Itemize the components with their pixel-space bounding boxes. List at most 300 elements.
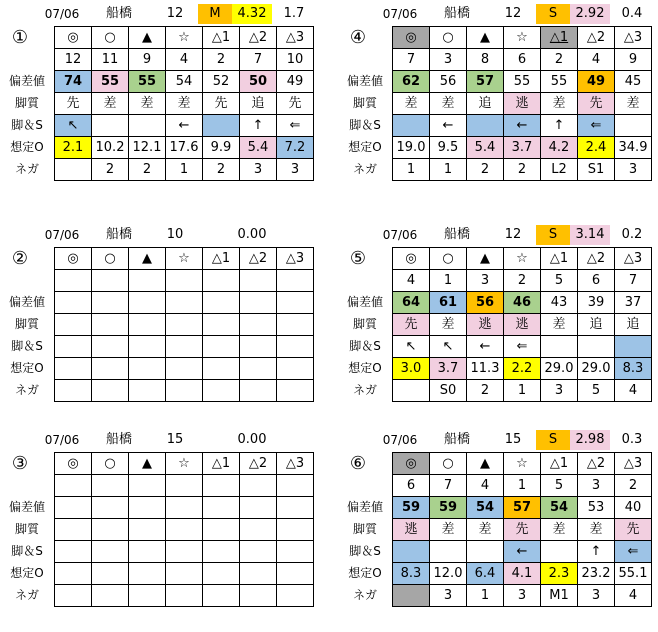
- table-cell: [240, 475, 277, 497]
- race-extra-value: 0.4: [621, 6, 643, 21]
- table-cell: △2: [240, 248, 277, 270]
- race-number: 15: [166, 432, 184, 447]
- table-cell: 4.1: [504, 563, 541, 585]
- table-cell: L2: [541, 159, 578, 181]
- race-table: [392, 452, 652, 607]
- table-row: [55, 336, 314, 358]
- table-cell: △3: [277, 453, 314, 475]
- race-score: 0.00: [237, 432, 267, 447]
- table-row: [393, 453, 652, 475]
- table-cell: 差: [430, 93, 467, 115]
- row-label: 偏差値: [8, 500, 45, 514]
- table-cell: 先: [504, 519, 541, 541]
- row-label: 偏差値: [8, 74, 45, 88]
- race-header: [338, 225, 658, 245]
- race-grade: [198, 430, 232, 450]
- table-cell: ☆: [166, 248, 203, 270]
- table-cell: [277, 358, 314, 380]
- table-row: [55, 380, 314, 402]
- table-cell: 12: [55, 49, 92, 71]
- race-table: [392, 26, 652, 181]
- race-block-2: [0, 225, 320, 425]
- table-cell: ⇐: [615, 541, 652, 563]
- race-venue: 船橋: [105, 432, 132, 447]
- table-cell: 52: [203, 71, 240, 93]
- table-cell: 8.3: [393, 563, 430, 585]
- table-cell: [55, 336, 92, 358]
- table-cell: 7: [430, 475, 467, 497]
- race-date: 07/06: [44, 228, 80, 242]
- race-extra-value: 0.3: [621, 432, 643, 447]
- table-cell: 3: [578, 475, 615, 497]
- table-row: [393, 563, 652, 585]
- table-row: [55, 358, 314, 380]
- table-row: [55, 270, 314, 292]
- race-index-mark: ②: [11, 248, 29, 269]
- table-cell: 3.7: [430, 358, 467, 380]
- table-cell: [277, 475, 314, 497]
- row-label: 脚質: [14, 522, 39, 536]
- table-cell: [55, 270, 92, 292]
- race-date: 07/06: [382, 228, 418, 242]
- table-cell: ←: [504, 115, 541, 137]
- table-cell: 5.4: [467, 137, 504, 159]
- table-cell: 4: [166, 49, 203, 71]
- table-cell: 追: [578, 314, 615, 336]
- table-cell: 7.2: [277, 137, 314, 159]
- table-cell: ←: [166, 115, 203, 137]
- table-cell: 56: [467, 292, 504, 314]
- race-extra-value: [274, 225, 314, 245]
- table-cell: 追: [615, 314, 652, 336]
- row-label: ネガ: [14, 383, 39, 397]
- table-cell: [203, 314, 240, 336]
- table-cell: [92, 292, 129, 314]
- race-score: 3.14: [570, 225, 610, 245]
- table-cell: 56: [430, 71, 467, 93]
- table-row: [55, 27, 314, 49]
- table-cell: 差: [430, 314, 467, 336]
- table-cell: 7: [240, 49, 277, 71]
- table-cell: 4.2: [541, 137, 578, 159]
- table-cell: 9.9: [203, 137, 240, 159]
- table-cell: ↖: [55, 115, 92, 137]
- table-row: [55, 93, 314, 115]
- table-cell: [129, 336, 166, 358]
- race-venue: 船橋: [443, 227, 470, 242]
- table-row: [393, 519, 652, 541]
- table-cell: [203, 497, 240, 519]
- table-cell: [277, 497, 314, 519]
- table-cell: △1: [203, 27, 240, 49]
- table-cell: [92, 585, 129, 607]
- table-row: [55, 497, 314, 519]
- race-index-mark: ⑥: [349, 453, 367, 474]
- table-cell: [129, 519, 166, 541]
- table-cell: ←: [430, 115, 467, 137]
- table-cell: [240, 358, 277, 380]
- table-row: [393, 137, 652, 159]
- table-cell: 39: [578, 292, 615, 314]
- table-cell: [129, 358, 166, 380]
- table-row: [393, 270, 652, 292]
- table-cell: [166, 358, 203, 380]
- row-label: ネガ: [14, 162, 39, 176]
- table-row: [55, 541, 314, 563]
- table-cell: [92, 563, 129, 585]
- table-cell: △3: [615, 248, 652, 270]
- table-cell: [277, 270, 314, 292]
- table-cell: [129, 270, 166, 292]
- table-cell: 2: [203, 159, 240, 181]
- table-cell: 17.6: [166, 137, 203, 159]
- table-cell: [277, 585, 314, 607]
- table-cell: 55.1: [615, 563, 652, 585]
- table-cell: [277, 314, 314, 336]
- table-cell: ↑: [541, 115, 578, 137]
- table-cell: 5.4: [240, 137, 277, 159]
- table-cell: 3: [240, 159, 277, 181]
- table-cell: 2: [467, 159, 504, 181]
- table-cell: [467, 115, 504, 137]
- table-cell: [129, 563, 166, 585]
- table-cell: [240, 585, 277, 607]
- table-row: [393, 248, 652, 270]
- table-row: [55, 49, 314, 71]
- table-cell: ○: [430, 27, 467, 49]
- table-cell: 4: [393, 270, 430, 292]
- table-cell: [203, 115, 240, 137]
- table-cell: [92, 380, 129, 402]
- table-cell: ▲: [129, 453, 166, 475]
- table-row: [55, 292, 314, 314]
- table-cell: [92, 541, 129, 563]
- table-cell: 5: [541, 475, 578, 497]
- table-cell: 3: [467, 270, 504, 292]
- table-cell: 追: [467, 93, 504, 115]
- row-label: 脚＆S: [11, 118, 43, 132]
- table-cell: 49: [578, 71, 615, 93]
- table-cell: ○: [92, 453, 129, 475]
- table-cell: ☆: [504, 27, 541, 49]
- table-cell: [129, 314, 166, 336]
- table-cell: [203, 358, 240, 380]
- table-cell: 逃: [467, 314, 504, 336]
- table-cell: [578, 336, 615, 358]
- table-cell: 差: [615, 93, 652, 115]
- race-number: 15: [504, 432, 522, 447]
- race-score: 0.00: [237, 227, 267, 242]
- table-cell: [393, 585, 430, 607]
- table-cell: 差: [541, 93, 578, 115]
- table-cell: [55, 497, 92, 519]
- table-row: [393, 380, 652, 402]
- table-cell: △3: [615, 27, 652, 49]
- table-cell: [393, 541, 430, 563]
- table-cell: 6.4: [467, 563, 504, 585]
- table-cell: [166, 270, 203, 292]
- table-cell: [92, 336, 129, 358]
- table-cell: ▲: [129, 248, 166, 270]
- race-index-mark: ④: [349, 27, 367, 48]
- table-cell: ▲: [129, 27, 166, 49]
- table-cell: [166, 475, 203, 497]
- table-cell: 9: [615, 49, 652, 71]
- table-cell: [55, 585, 92, 607]
- table-cell: [240, 270, 277, 292]
- table-row: [393, 27, 652, 49]
- table-cell: 54: [166, 71, 203, 93]
- table-cell: [129, 475, 166, 497]
- table-cell: [166, 541, 203, 563]
- table-cell: 12.0: [430, 563, 467, 585]
- table-cell: ⇐: [578, 115, 615, 137]
- table-cell: M1: [541, 585, 578, 607]
- table-cell: 2.3: [541, 563, 578, 585]
- row-label: 脚質: [14, 96, 39, 110]
- table-cell: [129, 497, 166, 519]
- table-cell: 49: [277, 71, 314, 93]
- table-cell: 差: [166, 93, 203, 115]
- table-row: [393, 541, 652, 563]
- table-cell: 59: [430, 497, 467, 519]
- table-cell: 2: [203, 49, 240, 71]
- row-label: 偏差値: [346, 295, 383, 309]
- table-cell: [166, 519, 203, 541]
- table-cell: ◎: [393, 453, 430, 475]
- row-label: ネガ: [14, 588, 39, 602]
- table-cell: △2: [578, 453, 615, 475]
- table-row: [393, 336, 652, 358]
- race-table: [392, 247, 652, 402]
- table-cell: [129, 541, 166, 563]
- table-cell: [277, 563, 314, 585]
- table-cell: 逃: [393, 519, 430, 541]
- row-label: 脚質: [14, 317, 39, 331]
- table-cell: 2: [504, 270, 541, 292]
- table-cell: 55: [504, 71, 541, 93]
- table-cell: [203, 541, 240, 563]
- race-block-4: [338, 4, 658, 204]
- table-cell: 差: [393, 93, 430, 115]
- race-header: [0, 225, 320, 245]
- table-cell: 61: [430, 292, 467, 314]
- row-label: 想定O: [348, 140, 382, 154]
- table-cell: [203, 563, 240, 585]
- table-cell: [166, 336, 203, 358]
- table-cell: 1: [430, 270, 467, 292]
- table-cell: ↑: [578, 541, 615, 563]
- table-cell: 5: [541, 270, 578, 292]
- table-cell: ◎: [55, 453, 92, 475]
- race-index-mark: ①: [11, 27, 29, 48]
- table-cell: 差: [467, 519, 504, 541]
- table-cell: 6: [504, 49, 541, 71]
- table-row: [55, 159, 314, 181]
- row-label: ネガ: [352, 383, 377, 397]
- table-cell: 3: [615, 159, 652, 181]
- table-cell: 2: [504, 159, 541, 181]
- table-cell: ↖: [430, 336, 467, 358]
- table-cell: [203, 292, 240, 314]
- table-cell: ↑: [240, 115, 277, 137]
- table-cell: ○: [92, 27, 129, 49]
- table-cell: [240, 380, 277, 402]
- table-cell: 54: [467, 497, 504, 519]
- table-cell: [55, 563, 92, 585]
- table-cell: △1: [203, 248, 240, 270]
- table-row: [393, 93, 652, 115]
- table-row: [393, 585, 652, 607]
- table-cell: [55, 380, 92, 402]
- table-cell: [541, 336, 578, 358]
- table-cell: 74: [55, 71, 92, 93]
- table-cell: [203, 585, 240, 607]
- table-cell: [467, 541, 504, 563]
- table-cell: ⇐: [504, 336, 541, 358]
- table-cell: 11: [92, 49, 129, 71]
- table-cell: 6: [393, 475, 430, 497]
- table-cell: [55, 358, 92, 380]
- table-row: [55, 585, 314, 607]
- table-cell: [203, 475, 240, 497]
- race-header: [0, 430, 320, 450]
- table-cell: 4: [578, 49, 615, 71]
- table-cell: [240, 292, 277, 314]
- table-cell: 43: [541, 292, 578, 314]
- table-row: [393, 49, 652, 71]
- table-cell: [55, 314, 92, 336]
- table-cell: ☆: [504, 453, 541, 475]
- table-cell: △1: [541, 248, 578, 270]
- table-row: [393, 475, 652, 497]
- race-index-mark: ⑤: [349, 248, 367, 269]
- table-cell: ◎: [55, 27, 92, 49]
- table-cell: 3: [430, 585, 467, 607]
- table-cell: 45: [615, 71, 652, 93]
- table-cell: 2.4: [578, 137, 615, 159]
- table-cell: 差: [92, 93, 129, 115]
- table-cell: 3: [430, 49, 467, 71]
- table-cell: 7: [393, 49, 430, 71]
- table-cell: [92, 497, 129, 519]
- table-cell: 2: [615, 475, 652, 497]
- table-cell: 1: [504, 380, 541, 402]
- row-label: 脚質: [352, 317, 377, 331]
- table-cell: 先: [55, 93, 92, 115]
- table-cell: [277, 336, 314, 358]
- table-cell: [240, 563, 277, 585]
- table-cell: 1: [166, 159, 203, 181]
- table-cell: 29.0: [578, 358, 615, 380]
- table-cell: [203, 380, 240, 402]
- table-cell: [129, 115, 166, 137]
- table-cell: 3.7: [504, 137, 541, 159]
- table-cell: [92, 519, 129, 541]
- row-label: ネガ: [352, 588, 377, 602]
- row-label: 脚質: [352, 522, 377, 536]
- table-cell: 55: [129, 71, 166, 93]
- table-cell: 50: [240, 71, 277, 93]
- row-label: 脚＆S: [11, 339, 43, 353]
- race-table: [54, 452, 314, 607]
- table-cell: [129, 292, 166, 314]
- race-extra-value: 1.7: [283, 6, 305, 21]
- table-cell: 差: [541, 314, 578, 336]
- race-grade: S: [536, 430, 570, 450]
- race-block-3: [0, 430, 320, 630]
- table-row: [393, 497, 652, 519]
- table-cell: 11.3: [467, 358, 504, 380]
- race-venue: 船橋: [443, 6, 470, 21]
- table-cell: 10.2: [92, 137, 129, 159]
- race-block-5: [338, 225, 658, 425]
- table-cell: 1: [430, 159, 467, 181]
- row-label: 想定O: [10, 566, 44, 580]
- race-number: 12: [504, 6, 522, 21]
- table-cell: 1: [393, 159, 430, 181]
- table-cell: [166, 292, 203, 314]
- race-venue: 船橋: [443, 432, 470, 447]
- table-cell: [55, 475, 92, 497]
- table-cell: ←: [504, 541, 541, 563]
- table-cell: △1: [203, 453, 240, 475]
- table-cell: 9: [129, 49, 166, 71]
- table-cell: [615, 115, 652, 137]
- table-cell: 先: [277, 93, 314, 115]
- table-cell: 4: [615, 380, 652, 402]
- row-label: 脚＆S: [11, 544, 43, 558]
- race-grade: [198, 225, 232, 245]
- table-cell: 1: [467, 585, 504, 607]
- table-row: [393, 159, 652, 181]
- table-row: [393, 292, 652, 314]
- table-cell: [240, 519, 277, 541]
- table-cell: [203, 336, 240, 358]
- table-cell: 7: [615, 270, 652, 292]
- table-cell: △3: [615, 453, 652, 475]
- race-index-mark: ③: [11, 453, 29, 474]
- table-cell: ○: [430, 453, 467, 475]
- table-cell: [55, 541, 92, 563]
- race-score: 2.92: [570, 4, 610, 24]
- table-cell: 64: [393, 292, 430, 314]
- table-cell: ◎: [55, 248, 92, 270]
- race-block-1: [0, 4, 320, 204]
- table-cell: 差: [541, 519, 578, 541]
- table-cell: [92, 358, 129, 380]
- table-row: [55, 137, 314, 159]
- table-cell: ⇐: [277, 115, 314, 137]
- table-cell: 4: [467, 475, 504, 497]
- table-cell: ←: [467, 336, 504, 358]
- table-cell: 9.5: [430, 137, 467, 159]
- table-cell: [166, 585, 203, 607]
- row-label: 想定O: [348, 566, 382, 580]
- row-label: 脚＆S: [349, 339, 381, 353]
- table-cell: 差: [430, 519, 467, 541]
- row-label: 脚＆S: [349, 118, 381, 132]
- row-label: 想定O: [10, 361, 44, 375]
- table-cell: △2: [578, 248, 615, 270]
- table-cell: [277, 541, 314, 563]
- table-cell: [615, 336, 652, 358]
- table-cell: 12.1: [129, 137, 166, 159]
- table-cell: 46: [504, 292, 541, 314]
- table-cell: [393, 380, 430, 402]
- table-cell: [277, 292, 314, 314]
- table-cell: [393, 115, 430, 137]
